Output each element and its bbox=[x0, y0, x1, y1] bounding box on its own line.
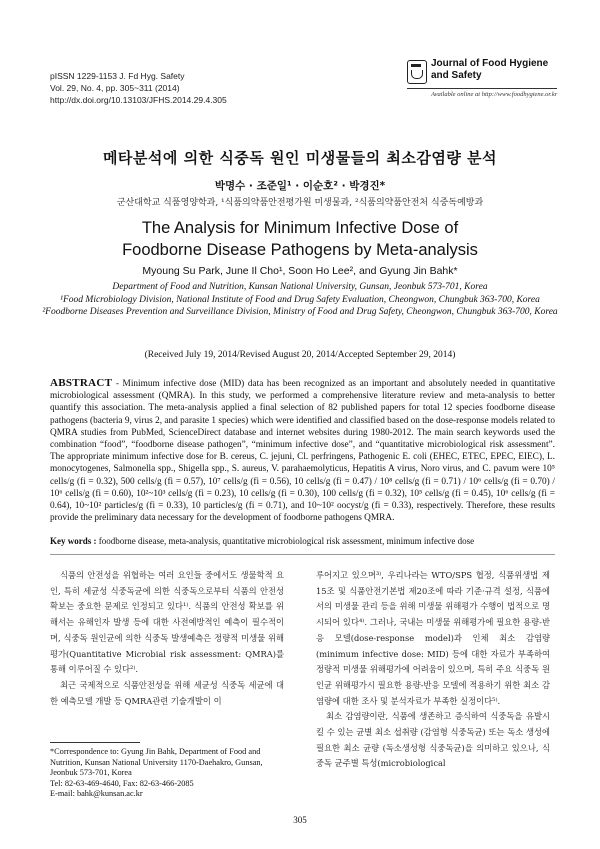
correspondence-footnote bbox=[50, 747, 290, 800]
english-title bbox=[0, 217, 600, 261]
volume-line: Vol. 29, No. 4, pp. 305~311 (2014) bbox=[50, 83, 180, 93]
abstract-divider bbox=[50, 554, 555, 555]
footnote-email[interactable]: E-mail: bahk@kunsan.ac.kr bbox=[50, 789, 143, 798]
abstract-text: - Minimum infective dose (MID) data has been recognized as an important and absolutely needed in quantitative microbiological assessment (QMRA). In this study, we performed a comprehensive literature review and meta-analysis to better quantify this association. The meta-analysis applied a final selection of 82 published papers for total 12 species foodborne disease pathogens (bacteria 9, virus 2, and parasite 1 species) which were identified and classified based on the dose-response models related to QMRA studies from PubMed, ScienceDirect database and internet websites during 1980-2012. The main search keywords used the combination “food”, “foodborne disease pathogen”, “minimum infective dose”, and “quantitative microbiological risk assessment”. The appropriate minimum infective dose for B. cereus, C. jejuni, Cl. perfringens, Pathogenic E. coli (EHEC, ETEC, EPEC, EIEC), L. monocytogenes, Salmonella spp., Shigella spp., S. aureus, V. parahaemolyticus, Hepatitis A virus, Noro virus, and C. pavum were 10⁵ cells/g (fi = 0.32), 500 cells/g (fi = 0.57), 10⁷ cells/g (fi = 0.56), 10 cells/g (fi = 0.47) / 10⁸ cells/g (fi = 0.71) / 10⁶ cells/g (fi = 0.70) / 10⁶ cells/g (fi = 0.60), 10²~10³ cells/g (fi = 0.23), 10 cells/g (fi = 0.30), 100 cells/g (fi = 0.32), 10⁵ cells/g (fi = 0.45), 10⁶ cells/g (fi = 0.64), 10~10² particles/g (fi = 0.33), 10 particles/g (fi = 0.71), and 10~10² oocyst/g (fi = 0.33), respectively. Therefore, these results provide the preliminary data necessary for the development of foodborne pathogens QMRA. bbox=[50, 379, 556, 524]
affiliation-3: ²Foodborne Diseases Prevention and Surveillance Division, Ministry of Food and Drug Safety, Cheongwon, Chungbuk 363-700, Korea bbox=[42, 307, 558, 317]
page-number: 305 bbox=[293, 815, 307, 825]
journal-meta bbox=[50, 70, 227, 106]
abstract bbox=[50, 377, 555, 524]
doi-link[interactable]: http://dx.doi.org/10.13103/JFHS.2014.29.4.305 bbox=[50, 95, 227, 105]
body-paragraph: 최근 국제적으로 식품안전성을 위해 세균성 식중독 세균에 대한 예측모델 개발 등 QMRA관련 기술개발이 이 bbox=[50, 679, 284, 706]
footnote-address: *Correspondence to: Gyung Jin Bahk, Department of Food and Nutrition, Kunsan National University 1170-Daehakro, Gunsan, Jeonbuk 573-701, Korea bbox=[50, 747, 263, 777]
journal-url[interactable]: Available online at http://www.foodhygiene.or.kr bbox=[431, 91, 558, 98]
issn-line: pISSN 1229-1153 J. Fd Hyg. Safety bbox=[50, 71, 185, 81]
korean-authors: 박명수 · 조준일¹ · 이순호² · 박경진* bbox=[214, 180, 386, 192]
received-dates: (Received July 19, 2014/Revised August 20, 2014/Accepted September 29, 2014) bbox=[144, 350, 456, 360]
affiliation-1: Department of Food and Nutrition, Kunsan National University, Gunsan, Jeonbuk 573-701, Korea bbox=[112, 282, 488, 292]
keywords-text: foodborne disease, meta-analysis, quantitative microbiological risk assessment, minimum infective dose bbox=[98, 536, 475, 546]
abstract-label: ABSTRACT bbox=[50, 377, 113, 389]
footnote-divider bbox=[50, 742, 140, 743]
body-paragraph: 루어지고 있으며³⁾, 우리나라는 WTO/SPS 협정, 식품위생법 제15조 및 식품안전기본법 제20조에 따라 기준·규격 설정, 식품에서의 미생물 관리 등을 위해 미생물 위해평가 수행이 법적으로 명시되어 있다⁴⁾. 그러나, 국내는 미생물 위해평가에 필요한 용량-반응 모델(dose-response model)과 인체 최소 감염량(minimum infective dose: MID) 등에 대한 자료가 부족하여 정량적 미생물 위해평가에 어려움이 있으며, 특히 주요 식중독 원인균 위해평가시 필요한 용량-반응 모델에 적용하기 위한 최소 감염량에 대한 조사 및 분석자료가 부족한 실정이다⁵⁾. bbox=[316, 570, 550, 706]
english-title-line1: The Analysis for Minimum Infective Dose of bbox=[141, 219, 459, 237]
korean-affiliations: 군산대학교 식품영양학과, ¹식품의약품안전평가원 미생물과, ²식품의약품안전처 식중독예방과 bbox=[116, 198, 484, 208]
english-affiliations bbox=[30, 281, 570, 319]
journal-divider bbox=[407, 88, 557, 89]
journal-logo-icon bbox=[407, 60, 427, 84]
keywords-label: Key words : bbox=[50, 536, 97, 546]
english-title-line2: Foodborne Disease Pathogens by Meta-analysis bbox=[122, 241, 478, 259]
korean-title: 메타분석에 의한 식중독 원인 미생물들의 최소감염량 분석 bbox=[102, 149, 498, 167]
affiliation-2: ¹Food Microbiology Division, National Institute of Food and Drug Safety Evaluation, Cheongwon, Chungbuk 363-700, Korea bbox=[60, 294, 540, 305]
english-authors: Myoung Su Park, June Il Cho¹, Soon Ho Lee², and Gyung Jin Bahk* bbox=[142, 265, 458, 277]
footnote-phone: Tel: 82-63-469-4640, Fax: 82-63-466-2085 bbox=[50, 778, 194, 788]
body-column-left bbox=[50, 568, 284, 709]
keywords bbox=[50, 536, 555, 546]
journal-title: Journal of Food Hygiene and Safety bbox=[431, 58, 549, 81]
body-column-right bbox=[316, 568, 550, 772]
body-paragraph: 최소 감염량이란, 식품에 생존하고 증식하여 식중독을 유발시킬 수 있는 균별 최소 섭취량 (감염형 식중독균) 또는 독소 생성에 필요한 최소 균량 (독소생성형 식중독균)을 의미하고 있으나, 식중독 균주별 특성(microbiological bbox=[316, 711, 550, 769]
body-paragraph: 식품의 안전성을 위협하는 여러 요인들 중에서도 생물학적 요인, 특히 세균성 식중독균에 의한 식중독으로부터 식품의 안전성 확보는 중요한 문제로 인정되고 있다¹⁾. 식품의 안전성 확보를 위해서는 유해인자 발생 등에 대한 사전예방적인 예측이 필수적이며, 식중독 원인균에 의한 식중독 발생예측은 정량적 미생물 위해평가(Quantitative Microbial risk assessment: QMRA)를 통해 이루어질 수 있다²⁾. bbox=[50, 570, 284, 675]
